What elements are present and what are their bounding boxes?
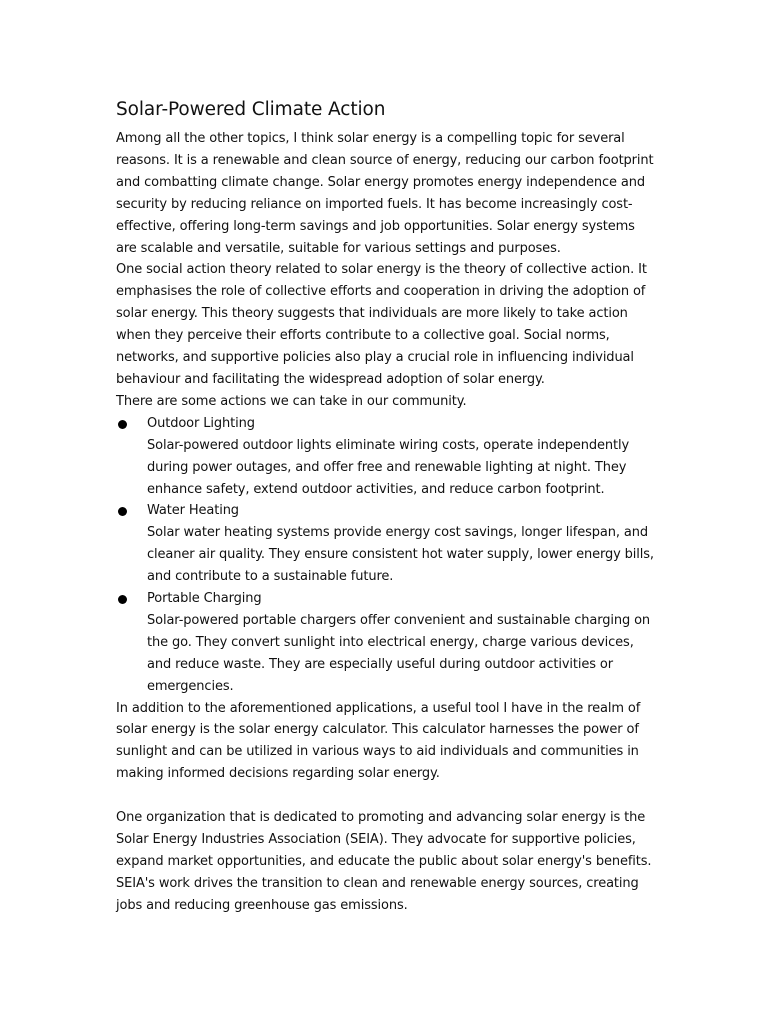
document-title: Solar-Powered Climate Action (116, 99, 386, 120)
bullet-icon (118, 595, 127, 604)
action-description: Solar-powered outdoor lights eliminate wiring costs, operate independently during power outages, and offer free and renewable lighting at night. They enhance safety, extend outdoor activities, and reduce carbon footprint. (147, 437, 630, 497)
action-title: Outdoor Lighting (147, 415, 255, 431)
calculator-paragraph: In addition to the aforementioned applications, a useful tool I have in the realm of solar energy is the solar energy calculator. This calculator harnesses the power of sunlight and can be utilized in various ways to aid individuals and communities in making informed decisions regarding solar energy. (116, 700, 641, 782)
bullet-icon (118, 420, 127, 429)
action-description: Solar-powered portable chargers offer convenient and sustainable charging on the go. They convert sunlight into electrical energy, charge various devices, and reduce waste. They are especially useful during outdoor activities or emergencies. (147, 612, 651, 694)
list-item (116, 588, 656, 698)
organization-paragraph: One organization that is dedicated to promoting and advancing solar energy is the Solar Energy Industries Association (SEIA). They advocate for supportive policies, expand market opportunities, and educate the public about solar energy's benefits. SEIA's work drives the transition to clean and renewable energy sources, creating jobs and reducing greenhouse gas emissions. (116, 810, 652, 913)
list-item (116, 500, 656, 588)
actions-list (116, 413, 656, 698)
action-description: Solar water heating systems provide energy cost savings, longer lifespan, and cleaner air quality. They ensure consistent hot water supply, lower energy bills, and contribute to a sustainable future. (147, 525, 654, 585)
action-title: Portable Charging (147, 591, 262, 607)
actions-intro: There are some actions we can take in our community. (116, 393, 467, 409)
list-item (116, 413, 656, 501)
action-title: Water Heating (147, 503, 239, 519)
paragraph-spacer (116, 785, 656, 807)
bullet-icon (118, 507, 127, 516)
theory-paragraph: One social action theory related to solar energy is the theory of collective action. It emphasises the role of collective efforts and cooperation in driving the adoption of solar energy. This theory suggests that individuals are more likely to take action when they perceive their efforts contribute to a collective goal. Social norms, networks, and supportive policies also play a crucial role in influencing individual behaviour and facilitating the widespread adoption of solar energy. (116, 262, 647, 387)
document-page (116, 96, 656, 917)
intro-paragraph: Among all the other topics, I think solar energy is a compelling topic for several reasons. It is a renewable and clean source of energy, reducing our carbon footprint and combatting climate change. Solar energy promotes energy independence and security by reducing reliance on imported fuels. It has become increasingly cost-effective, offering long-term savings and job opportunities. Solar energy systems are scalable and versatile, suitable for various settings and purposes. (116, 131, 654, 256)
